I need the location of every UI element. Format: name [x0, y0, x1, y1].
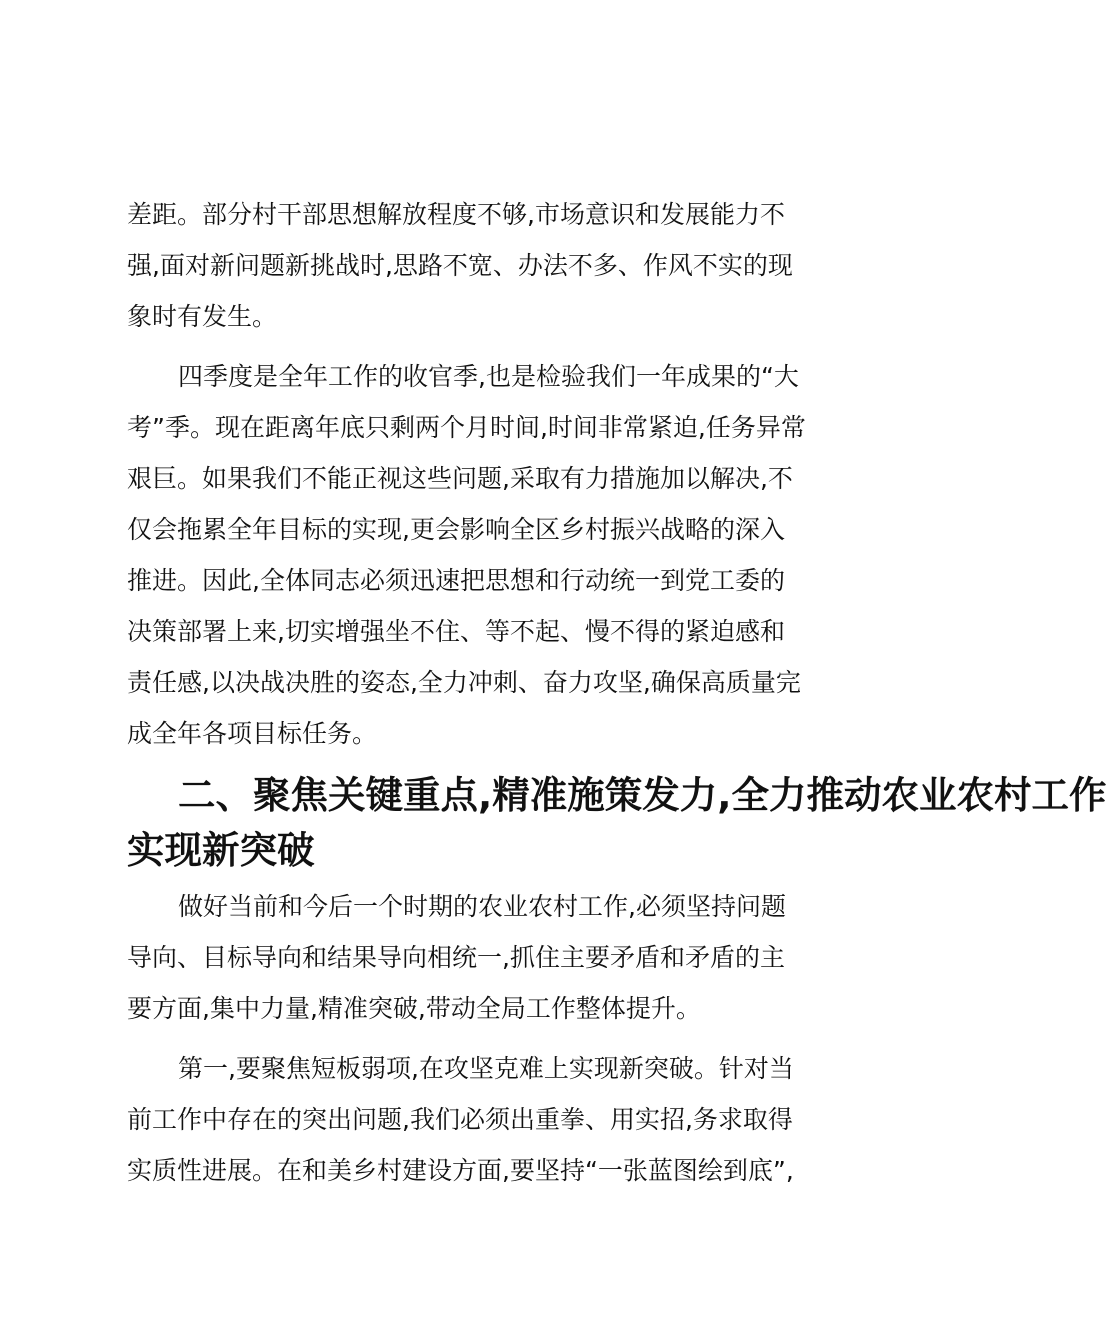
text-line: 考”季。现在距离年底只剩两个月时间,时间非常紧迫,任务异常 [127, 413, 806, 442]
text-line: 前工作中存在的突出问题,我们必须出重拳、用实招,务求取得 [127, 1105, 793, 1134]
paragraph-first-point [127, 1043, 827, 1196]
text-line: 强,面对新问题新挑战时,思路不宽、办法不多、作风不实的现 [127, 251, 793, 280]
text-line: 实质性进展。在和美乡村建设方面,要坚持“一张蓝图绘到底”, [127, 1156, 794, 1185]
text-line: 要方面,集中力量,精准突破,带动全局工作整体提升。 [127, 994, 701, 1023]
text-line: 做好当前和今后一个时期的农业农村工作,必须坚持问题 [178, 892, 786, 921]
heading-line: 二、聚焦关键重点,精准施策发力,全力推动农业农村工作 [178, 773, 1107, 817]
text-line: 推进。因此,全体同志必须迅速把思想和行动统一到党工委的 [127, 566, 785, 595]
text-line: 导向、目标导向和结果导向相统一,抓住主要矛盾和矛盾的主 [127, 943, 785, 972]
text-line: 艰巨。如果我们不能正视这些问题,采取有力措施加以解决,不 [127, 464, 793, 493]
text-line: 第一,要聚焦短板弱项,在攻坚克难上实现新突破。针对当 [178, 1054, 794, 1083]
paragraph-intro [127, 881, 827, 1034]
text-line: 责任感,以决战决胜的姿态,全力冲刺、奋力攻坚,确保高质量完 [127, 668, 801, 697]
text-line: 四季度是全年工作的收官季,也是检验我们一年成果的“大 [178, 362, 799, 391]
text-line: 成全年各项目标任务。 [127, 719, 378, 748]
heading-line: 实现新突破 [127, 828, 315, 872]
document-body [127, 189, 1107, 1205]
text-line: 仅会拖累全年目标的实现,更会影响全区乡村振兴战略的深入 [127, 515, 785, 544]
text-line: 象时有发生。 [127, 302, 278, 331]
text-line: 决策部署上来,切实增强坐不住、等不起、慢不得的紧迫感和 [127, 617, 785, 646]
paragraph-continuation [127, 189, 827, 342]
section-heading [127, 768, 1107, 878]
text-line: 差距。部分村干部思想解放程度不够,市场意识和发展能力不 [127, 200, 785, 229]
paragraph-fourth-quarter [127, 351, 827, 759]
